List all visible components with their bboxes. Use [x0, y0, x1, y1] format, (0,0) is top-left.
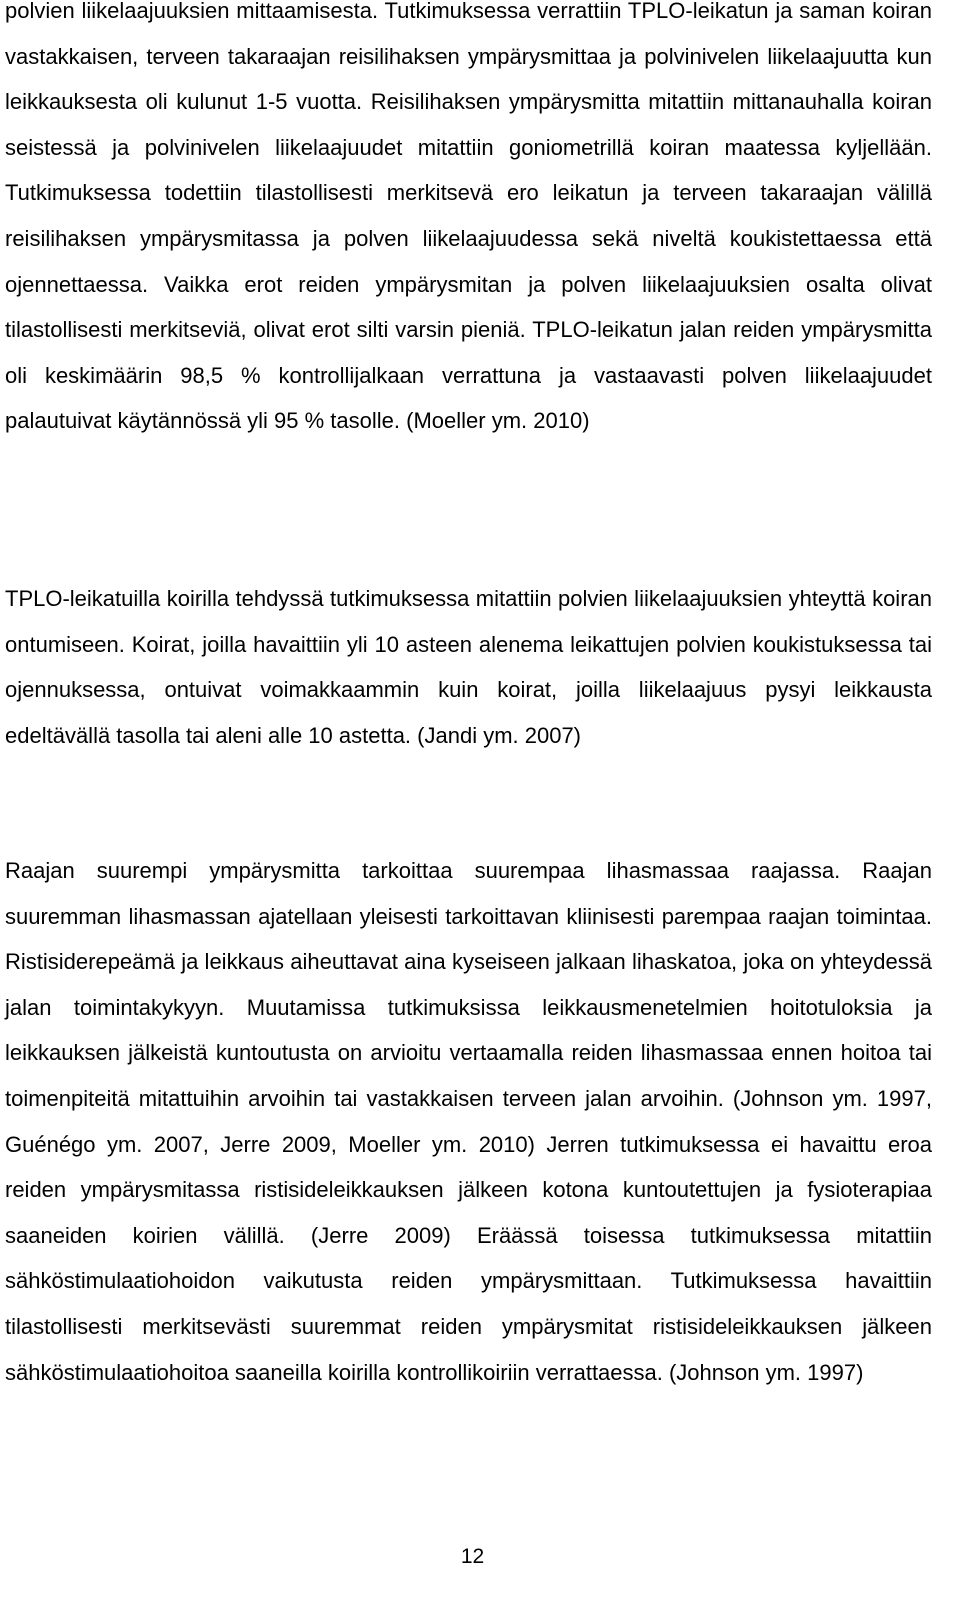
- body-paragraph-3: Raajan suurempi ympärysmitta tarkoittaa suurempaa lihasmassaa raajassa. Raajan suuremman lihasmassan ajatellaan yleisesti tarkoittavan kliinisesti parempaa raajan toimintaa. Ristisiderepeämä ja leikkaus aiheuttavat aina kyseiseen jalkaan lihaskatoa, joka on yhteydessä jalan toimintakykyyn. Muutamissa tutkimuksissa leikkausmenetelmien hoitotuloksia ja leikkauksen jälkeistä kuntoutusta on arvioitu vertaamalla reiden lihasmassaa ennen hoitoa tai toimenpiteitä mitattuihin arvoihin tai vastakkaisen terveen jalan arvoihin. (Johnson ym. 1997, Guénégo ym. 2007, Jerre 2009, Moeller ym. 2010) Jerren tutkimuksessa ei havaittu eroa reiden ympärysmitassa ristisideleikkauksen jälkeen kotona kuntoutettujen ja fysioterapiaa saaneiden koirien välillä. (Jerre 2009) Eräässä toisessa tutkimuksessa mitattiin sähköstimulaatiohoidon vaikutusta reiden ympärysmittaan. Tutkimuksessa havaittiin tilastollisesti merkitsevästi suuremmat reiden ympärysmitat ristisideleikkauksen jälkeen sähköstimulaatiohoitoa saaneilla koirilla kontrollikoiriin verrattaessa. (Johnson ym. 1997): [5, 858, 932, 1385]
- document-page: [5, 0, 932, 1610]
- page-number: 12: [460, 1545, 485, 1568]
- body-paragraph-2: TPLO-leikatuilla koirilla tehdyssä tutkimuksessa mitattiin polvien liikelaajuuksien yhteyttä koiran ontumiseen. Koirat, joilla havaittiin yli 10 asteen alenema leikattujen polvien koukistuksessa tai ojennuksessa, ontuivat voimakkaammin kuin koirat, joilla liikelaajuus pysyi leikkausta edeltävällä tasolla tai aleni alle 10 astetta. (Jandi ym. 2007): [5, 586, 932, 748]
- body-paragraph-1: polvien liikelaajuuksien mittaamisesta. Tutkimuksessa verrattiin TPLO-leikatun ja saman koiran vastakkaisen, terveen takaraajan reisilihaksen ympärysmittaa ja polvinivelen liikelaajuutta kun leikkauksesta oli kulunut 1-5 vuotta. Reisilihaksen ympärysmitta mitattiin mittanauhalla koiran seistessä ja polvinivelen liikelaajuudet mitattiin goniometrillä koiran maatessa kyljellään. Tutkimuksessa todettiin tilastollisesti merkitsevä ero leikatun ja terveen takaraajan välillä reisilihaksen ympärysmitassa ja polven liikelaajuudessa sekä niveltä koukistettaessa että ojennettaessa. Vaikka erot reiden ympärysmitan ja polven liikelaajuuksien osalta olivat tilastollisesti merkitseviä, olivat erot silti varsin pieniä. TPLO-leikatun jalan reiden ympärysmitta oli keskimäärin 98,5 % kontrollijalkaan verrattuna ja vastaavasti polven liikelaajuudet palautuivat käytännössä yli 95 % tasolle. (Moeller ym. 2010): [5, 0, 932, 434]
